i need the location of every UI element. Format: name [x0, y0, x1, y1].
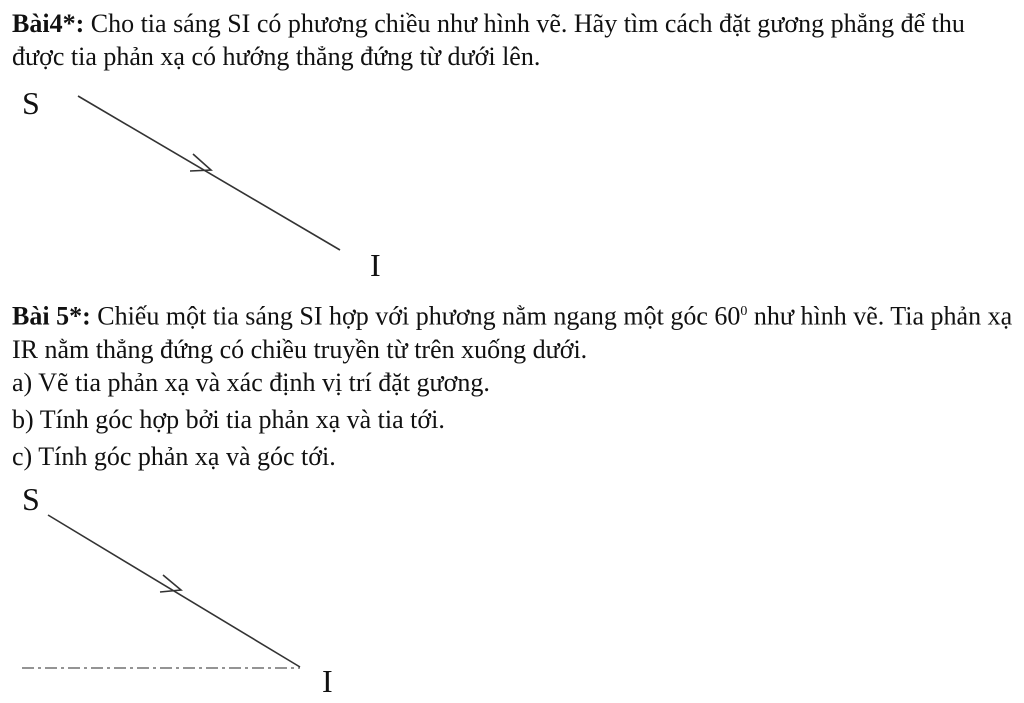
problem-5-part-a: a) Vẽ tia phản xạ và xác định vị trí đặt gương.: [12, 368, 490, 397]
problem-5-part-c: c) Tính góc phản xạ và góc tới.: [12, 442, 336, 471]
problem-4-body: Cho tia sáng SI có phương chiều như hình vẽ. Hãy tìm cách đặt gương phẳng để thu được tia phản xạ có hướng thẳng đứng từ dưới lên.: [12, 9, 965, 71]
figure-2-point-i: I: [322, 663, 333, 699]
degree-mark: 0: [740, 304, 748, 319]
problem-5-label: Bài 5*:: [12, 301, 91, 331]
problem-5-part-b: b) Tính góc hợp bởi tia phản xạ và tia tới.: [12, 405, 445, 434]
figure-2-arrow: [160, 575, 181, 592]
figure-2-point-s: S: [22, 481, 40, 517]
figure-1-point-s: S: [22, 85, 40, 121]
problem-4-text: [12, 7, 1017, 73]
figure-1-ray-si: [78, 96, 340, 250]
problem-4-label: Bài4*:: [12, 9, 85, 38]
figure-1-arrow: [190, 154, 211, 171]
figure-2-ray-si: [48, 515, 300, 667]
problem-5-body-start: Chiếu một tia sáng SI hợp với phương nằm ngang một góc 60: [90, 301, 741, 331]
problem-5-body-end: như hình vẽ. Tia phản xạ IR nằm thẳng đứng có chiều truyền từ trên xuống dưới.: [12, 301, 1013, 364]
problem-5-text: [12, 295, 1017, 366]
figure-1-point-i: I: [370, 247, 381, 283]
